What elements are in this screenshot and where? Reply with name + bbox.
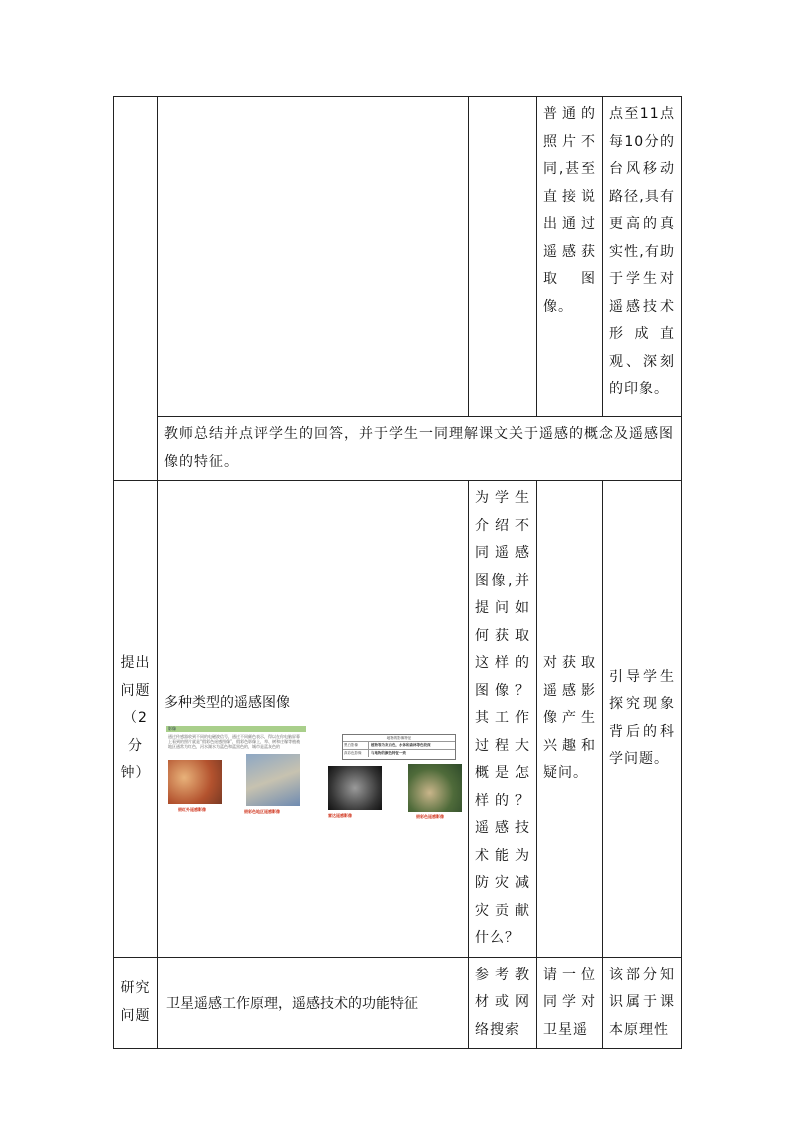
stage-cell-study: 研究问题	[114, 957, 158, 1049]
design-intent-cell: 点至11点每10分的台风移动路径,具有更高的真实性,有助于学生对遥感技术形成直观、深刻的印象。	[603, 97, 682, 417]
table-row	[114, 957, 682, 1049]
figure-header: 影像	[168, 725, 176, 731]
false-color-region-image	[246, 754, 300, 806]
stage-cell-pose: 提出问题（2分钟）	[114, 481, 158, 958]
figure-header-bar	[166, 726, 306, 732]
teacher-activity-cell: 参考教材或网络搜索	[469, 957, 537, 1049]
table-row	[114, 417, 682, 481]
content-cell-empty	[158, 97, 469, 417]
student-activity-cell: 对获取遥感影像产生兴趣和疑问。	[537, 481, 603, 958]
table-row	[114, 97, 682, 417]
figure-label-4: 假彩色遥感影像	[416, 813, 444, 819]
lesson-plan-table	[113, 96, 682, 1049]
legend-title: 地物的影像特征	[343, 735, 455, 742]
false-color-image	[408, 764, 462, 812]
legend-row: 真彩色影像 与地物的颜色特征一致	[344, 750, 406, 755]
figure-title: 多种类型的遥感图像	[164, 694, 290, 711]
content-cell-pose	[158, 481, 469, 958]
student-activity-cell: 普通的照片不同,甚至直接说出通过遥感获取图像。	[537, 97, 603, 417]
false-infrared-image	[168, 760, 222, 804]
figure-label-3: 雷达遥感影像	[328, 812, 352, 818]
figure-label-1: 假红外遥感影像	[178, 806, 206, 812]
remote-sensing-figure	[166, 726, 468, 836]
design-intent-cell: 该部分知识属于课本原理性	[603, 957, 682, 1049]
content-cell-study: 卫星遥感工作原理，遥感技术的功能特征	[158, 957, 469, 1049]
teacher-cell-empty	[469, 97, 537, 417]
legend-table	[342, 734, 456, 760]
radar-image	[328, 766, 382, 810]
table-row	[114, 481, 682, 958]
figure-caption: 通过传感器收到不同的电磁波信号，通过不同颜色表示，得以在你电脑屏幕上看到的照片就是“假彩色遥感图像”，假彩色影像上，草、树和庄稼等植被地区通常为红色，河水湖水为蓝色和蓝黑色的，城市是蓝灰色的	[168, 733, 301, 749]
student-activity-cell: 请一位同学对卫星遥	[537, 957, 603, 1049]
stage-cell-empty	[114, 97, 158, 481]
summary-cell: 教师总结并点评学生的回答，并于学生一同理解课文关于遥感的概念及遥感图像的特征。	[158, 417, 682, 481]
figure-label-2: 假彩色地区遥感影像	[244, 808, 280, 814]
teacher-activity-cell: 为学生介绍不同遥感图像,并提问如何获取这样的图像？其工作过程大概是怎样的？遥感技术能为防灾减灾贡献什么？	[469, 481, 537, 958]
legend-row: 黑白影像 植物等为灰白色，水体和森林等色较深	[343, 742, 455, 750]
design-intent-cell: 引导学生探究现象背后的科学问题。	[603, 481, 682, 958]
